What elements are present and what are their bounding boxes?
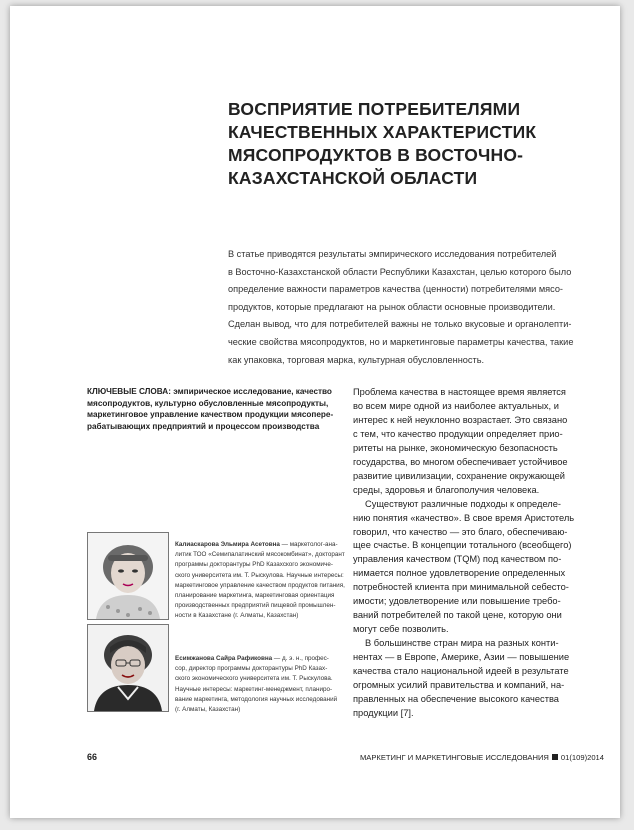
keywords-label: КЛЮЧЕВЫЕ СЛОВА: [87, 387, 171, 396]
author-name: Калиаскарова Эльмира Асетовна [175, 541, 280, 548]
body-line: имости; удовлетворение или повышение требо- [353, 596, 561, 607]
bio-line: маркетинговое управление качеством продуктов питания, [175, 581, 345, 589]
bio-line: производственных предприятий пищевой промышлен- [175, 602, 336, 610]
body-line: развитие цивилизации, сохранение окружающей [353, 470, 565, 481]
abstract-line: как упаковка, торговая марка, культурная обусловленность. [228, 354, 485, 365]
abstract-line: продуктов, которые предлагают на рынок области основные производители. [228, 301, 556, 312]
body-line: огромных усилий правительства и компаний, на- [353, 680, 565, 691]
bio-line: вание маркетинга, методология научных исследований [175, 695, 338, 703]
bio-line: планирование маркетинга, маркетинговая ориентация [175, 592, 335, 600]
article-title [228, 98, 608, 190]
bio-line: ности в Казахстане (г. Алматы, Казахстан) [175, 612, 299, 620]
abstract-line: Сделан вывод, что для потребителей важны не только вкусовые и органолепти- [228, 319, 572, 330]
body-line: ваний потребителей по такой цене, которую они [353, 610, 562, 621]
bio-text: — д. э. н., профес- [272, 655, 329, 662]
bio-line: сор, директор программы докторантуры PhD Казах- [175, 665, 328, 673]
body-line: нию понятия «качество». В свое время Аристотель [353, 512, 575, 523]
bio-line: Научные интересы: маркетинг-менеджмент, планиро- [175, 685, 333, 693]
title-line: КАЧЕСТВЕННЫХ ХАРАКТЕРИСТИК [228, 122, 537, 142]
title-line: МЯСОПРОДУКТОВ В ВОСТОЧНО- [228, 145, 524, 165]
author-name: Есимжанова Сайра Рафиковна [175, 655, 273, 662]
journal-page [10, 6, 620, 818]
body-line: нентах — в Европе, Америке, Азии — повышение [353, 652, 570, 663]
author-photo [87, 624, 169, 712]
body-line: правленных на обеспечение высокого качества [353, 693, 559, 704]
title-line: ВОСПРИЯТИЕ ПОТРЕБИТЕЛЯМИ [228, 99, 521, 119]
body-line: государства, во многом обеспечивает устойчивое [353, 456, 568, 467]
body-line: ритеты на рынке, экономическую безопасность [353, 442, 558, 453]
author-bio [175, 654, 350, 715]
title-line: КАЗАХСТАНСКОЙ ОБЛАСТИ [228, 168, 478, 188]
body-line: щее счастье. В концепции тотального (всеобщего) [353, 540, 572, 551]
article-body [353, 386, 615, 721]
issue-number: 01(109)2014 [560, 753, 604, 762]
keywords-line: маркетинговое управление качеством продукции мясопере- [87, 410, 334, 420]
body-line: говорил, что качество — это благо, обеспечиваю- [353, 526, 568, 537]
body-line: интерес к ней неуклонно возрастает. Это связано [353, 414, 568, 425]
body-line: качества стало национальной идеей в результате [353, 666, 569, 677]
body-line: среды, здоровья и благополучия человека. [353, 484, 540, 495]
keywords-line: мясопродуктов, культурно обусловленные мясопродукты, [87, 398, 329, 408]
body-line: продукции [7]. [353, 707, 414, 718]
body-line: во всем мире одной из наиболее актуальных, и [353, 400, 559, 411]
body-line: могут себе позволить. [353, 624, 449, 635]
journal-name: МАРКЕТИНГ И МАРКЕТИНГОВЫЕ ИССЛЕДОВАНИЯ [359, 753, 549, 762]
keywords-line [87, 386, 337, 398]
body-line: Существуют различные подходы к определе- [365, 498, 561, 509]
bio-text: — маркетолог-ана- [279, 541, 338, 548]
author-card [87, 624, 347, 714]
bio-line: ского экономического университета им. Т. Рыскулова. [175, 675, 333, 683]
bio-line [175, 540, 350, 550]
bio-line [175, 654, 350, 664]
keywords-block [87, 386, 337, 432]
square-bullet-icon [552, 754, 558, 760]
bio-line: ского университета им. Т. Рыскулова. Научные интересы: [175, 571, 344, 579]
bio-line: (г. Алматы, Казахстан) [175, 706, 241, 714]
body-line: В большинстве стран мира на разных конти- [365, 638, 559, 649]
bio-line: литик ТОО «Семипалатинский мясокомбинат», докторант [175, 551, 345, 559]
body-line: Проблема качества в настоящее время является [353, 387, 566, 397]
page-number: 66 [87, 752, 98, 762]
body-line: потребностей клиента при минимальной себесто- [353, 582, 569, 593]
body-line: управления качеством (TQM) под качеством по- [353, 554, 562, 565]
abstract-line: В статье приводятся результаты эмпирического исследования потребителей [228, 249, 557, 259]
abstract-line: определение важности параметров качества (ценности) потребителями мясо- [228, 284, 563, 295]
body-line: нимается полное удовлетворение определенных [353, 568, 566, 579]
running-footer [360, 753, 604, 762]
keywords-text: эмпирическое исследование, качество [170, 387, 332, 396]
article-abstract [228, 246, 615, 369]
abstract-line: ческие свойства мясопродуктов, но и маркетинговые параметры качества, такие [228, 336, 574, 347]
bio-line: программы докторантуры PhD Казахского экономиче- [175, 561, 333, 569]
author-bio [175, 540, 350, 622]
abstract-line: в Восточно-Казахстанской области Республики Казахстан, целью которого было [228, 266, 572, 277]
keywords-line: рабатывающих предприятий и процессом производства [87, 421, 320, 431]
author-card [87, 532, 347, 618]
author-photo [87, 532, 169, 620]
body-line: с тем, что качество продукции определяет прио- [353, 428, 563, 439]
